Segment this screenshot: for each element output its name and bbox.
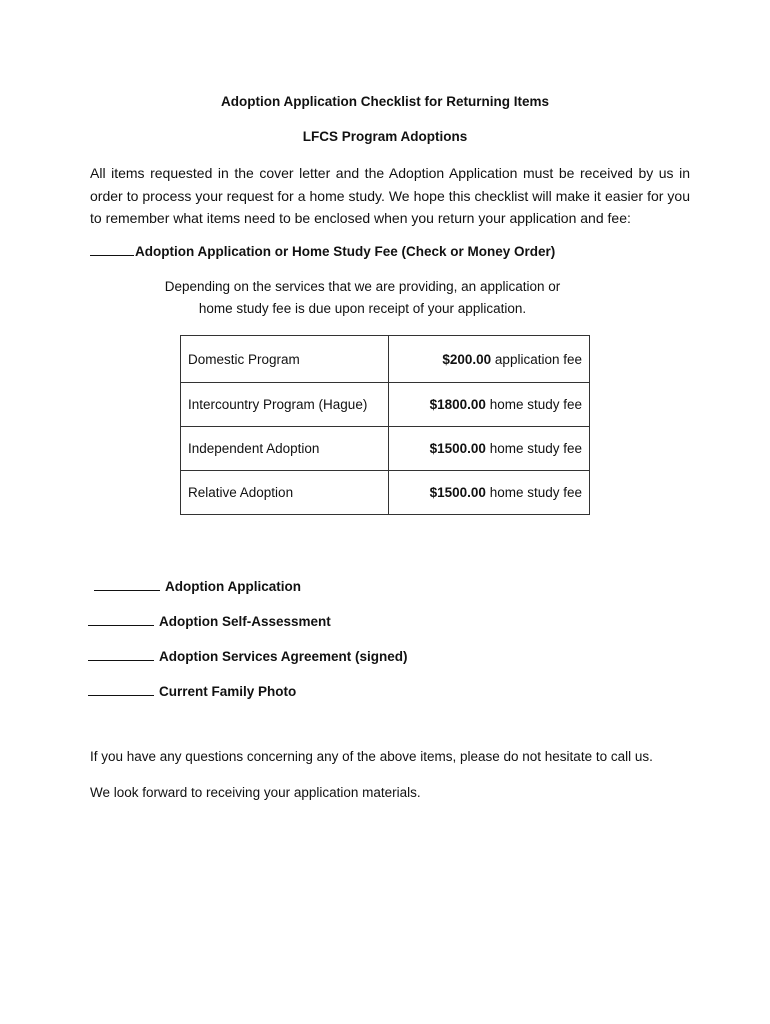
document-title: Adoption Application Checklist for Returning Items [220,94,549,109]
fee-checklist-item [90,241,555,259]
program-cell: Intercountry Program (Hague) [181,383,389,427]
checklist-item [88,646,408,664]
fee-type: application fee [494,351,582,367]
document-subtitle: LFCS Program Adoptions [302,129,468,144]
check-blank[interactable] [88,681,154,696]
fee-type: home study fee [489,485,582,500]
table-row [181,383,590,427]
fee-type: home study fee [489,441,582,456]
fee-note [0,276,725,320]
fee-table [180,335,590,515]
fee-note-line1: Depending on the services that we are providing, an application or [164,279,561,294]
fee-cell [389,471,590,515]
fee-cell [389,383,590,427]
checklist-item [88,611,331,629]
fee-note-line2: home study fee is due upon receipt of your application. [198,301,527,316]
check-blank[interactable] [94,576,160,591]
closing-questions: If you have any questions concerning any of the above items, please do not hesitate to call us. [90,749,653,764]
checklist-item [94,576,301,594]
fee-amount: $1500.00 [429,441,486,456]
fee-amount: $200.00 [442,351,492,367]
checklist-label: Current Family Photo [159,684,297,699]
fee-cell [389,336,590,383]
program-cell: Independent Adoption [181,427,389,471]
table-row [181,471,590,515]
checklist-item [88,681,296,699]
program-cell: Domestic Program [181,336,389,383]
program-cell: Relative Adoption [181,471,389,515]
fee-cell [389,427,590,471]
fee-check-blank[interactable] [90,241,134,256]
fee-amount: $1500.00 [429,485,486,500]
fee-amount: $1800.00 [429,397,486,412]
closing-sign-off: We look forward to receiving your application materials. [90,785,421,800]
fee-type: home study fee [489,397,582,412]
fee-item-label: Adoption Application or Home Study Fee (Check or Money Order) [135,244,556,259]
table-row [181,427,590,471]
table-row [181,336,590,383]
checklist-label: Adoption Application [165,579,301,594]
check-blank[interactable] [88,611,154,626]
checklist-label: Adoption Self-Assessment [159,614,331,629]
intro-paragraph: All items requested in the cover letter and the Adoption Application must be received by us in order to process your request for a home study. We hope this checklist will make it easier for you to remember what items need to be enclosed when you return your application and fee: [90,165,690,226]
checklist-label: Adoption Services Agreement (signed) [159,649,408,664]
check-blank[interactable] [88,646,154,661]
